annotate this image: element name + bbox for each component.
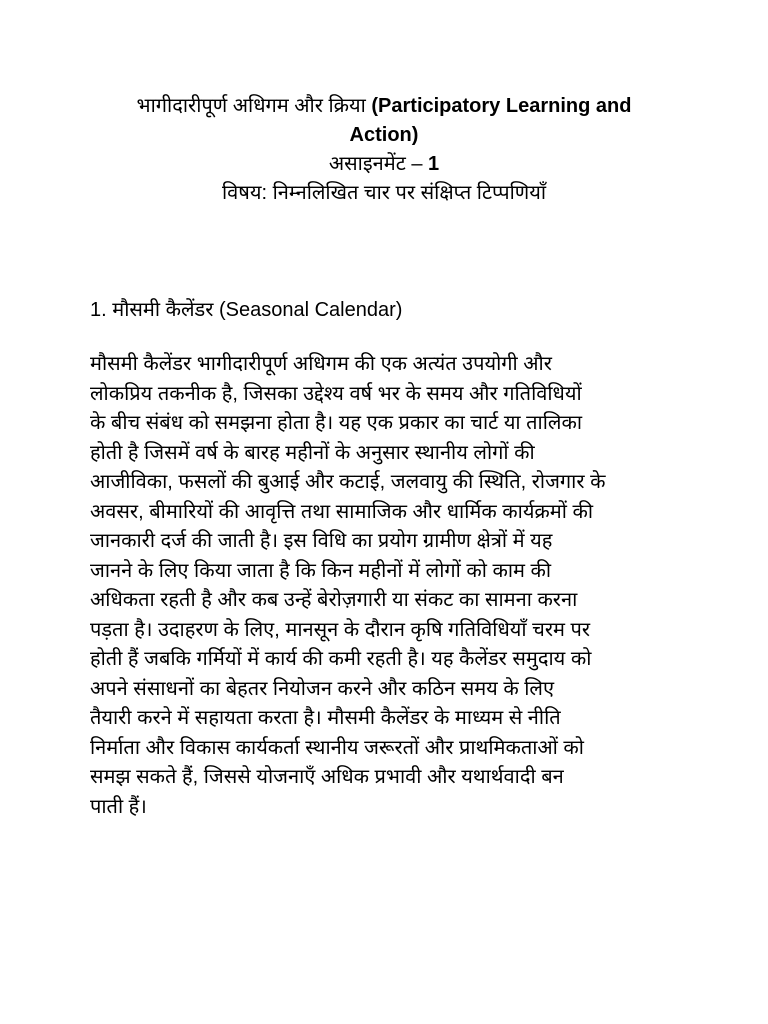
body-line: मौसमी कैलेंडर भागीदारीपूर्ण अधिगम की एक अत्यंत उपयोगी और bbox=[90, 353, 552, 375]
body-line: लोकप्रिय तकनीक है, जिसका उद्देश्य वर्ष भर के समय और गतिविधियों bbox=[90, 382, 582, 405]
body-line: होती हैं जबकि गर्मियों में कार्य की कमी रहती है। यह कैलेंडर समुदाय को bbox=[90, 648, 592, 670]
body-line: आजीविका, फसलों की बुआई और कटाई, जलवायु की स्थिति, रोजगार के bbox=[90, 471, 606, 493]
section-heading: 1. मौसमी कैलेंडर (Seasonal Calendar) bbox=[90, 299, 403, 321]
assignment-label: असाइनमेंट – bbox=[328, 153, 429, 175]
body-line: निर्माता और विकास कार्यकर्ता स्थानीय जरूरतों और प्राथमिकताओं को bbox=[90, 736, 584, 759]
body-line: अवसर, बीमारियों की आवृत्ति तथा सामाजिक और धार्मिक कार्यक्रमों की bbox=[90, 500, 594, 523]
body-line: अधिकता रहती है और कब उन्हें बेरोज़गारी या संकट का सामना करना bbox=[90, 589, 578, 611]
body-line: जानने के लिए किया जाता है कि किन महीनों में लोगों को काम की bbox=[90, 559, 552, 582]
assignment-line bbox=[60, 150, 708, 179]
body-line: होती है जिसमें वर्ष के बारह महीनों के अनुसार स्थानीय लोगों की bbox=[90, 441, 535, 464]
title-hindi: भागीदारीपूर्ण अधिगम और क्रिया bbox=[136, 95, 372, 117]
body-line: अपने संसाधनों का बेहतर नियोजन करने और कठिन समय के लिए bbox=[90, 677, 555, 700]
document-header bbox=[60, 92, 708, 208]
assignment-number: 1 bbox=[428, 153, 440, 175]
body-line: के बीच संबंध को समझना होता है। यह एक प्रकार का चार्ट या तालिका bbox=[90, 412, 583, 434]
title-english-part2: Action) bbox=[349, 124, 419, 146]
body-line: समझ सकते हैं, जिससे योजनाएँ अधिक प्रभावी और यथार्थवादी बन bbox=[90, 766, 564, 788]
title-english-part1: (Participatory Learning and bbox=[371, 95, 632, 117]
subject-line: विषय: निम्नलिखित चार पर संक्षिप्त टिप्पणियाँ bbox=[222, 182, 546, 204]
body-line: तैयारी करने में सहायता करता है। मौसमी कैलेंडर के माध्यम से नीति bbox=[90, 707, 561, 729]
body-line: जानकारी दर्ज की जाती है। इस विधि का प्रयोग ग्रामीण क्षेत्रों में यह bbox=[90, 530, 553, 552]
section-body bbox=[90, 350, 690, 822]
body-line: पड़ता है। उदाहरण के लिए, मानसून के दौरान कृषि गतिविधियाँ चरम पर bbox=[90, 618, 591, 641]
title-line-1 bbox=[60, 92, 708, 121]
body-line: पाती हैं। bbox=[90, 795, 147, 818]
